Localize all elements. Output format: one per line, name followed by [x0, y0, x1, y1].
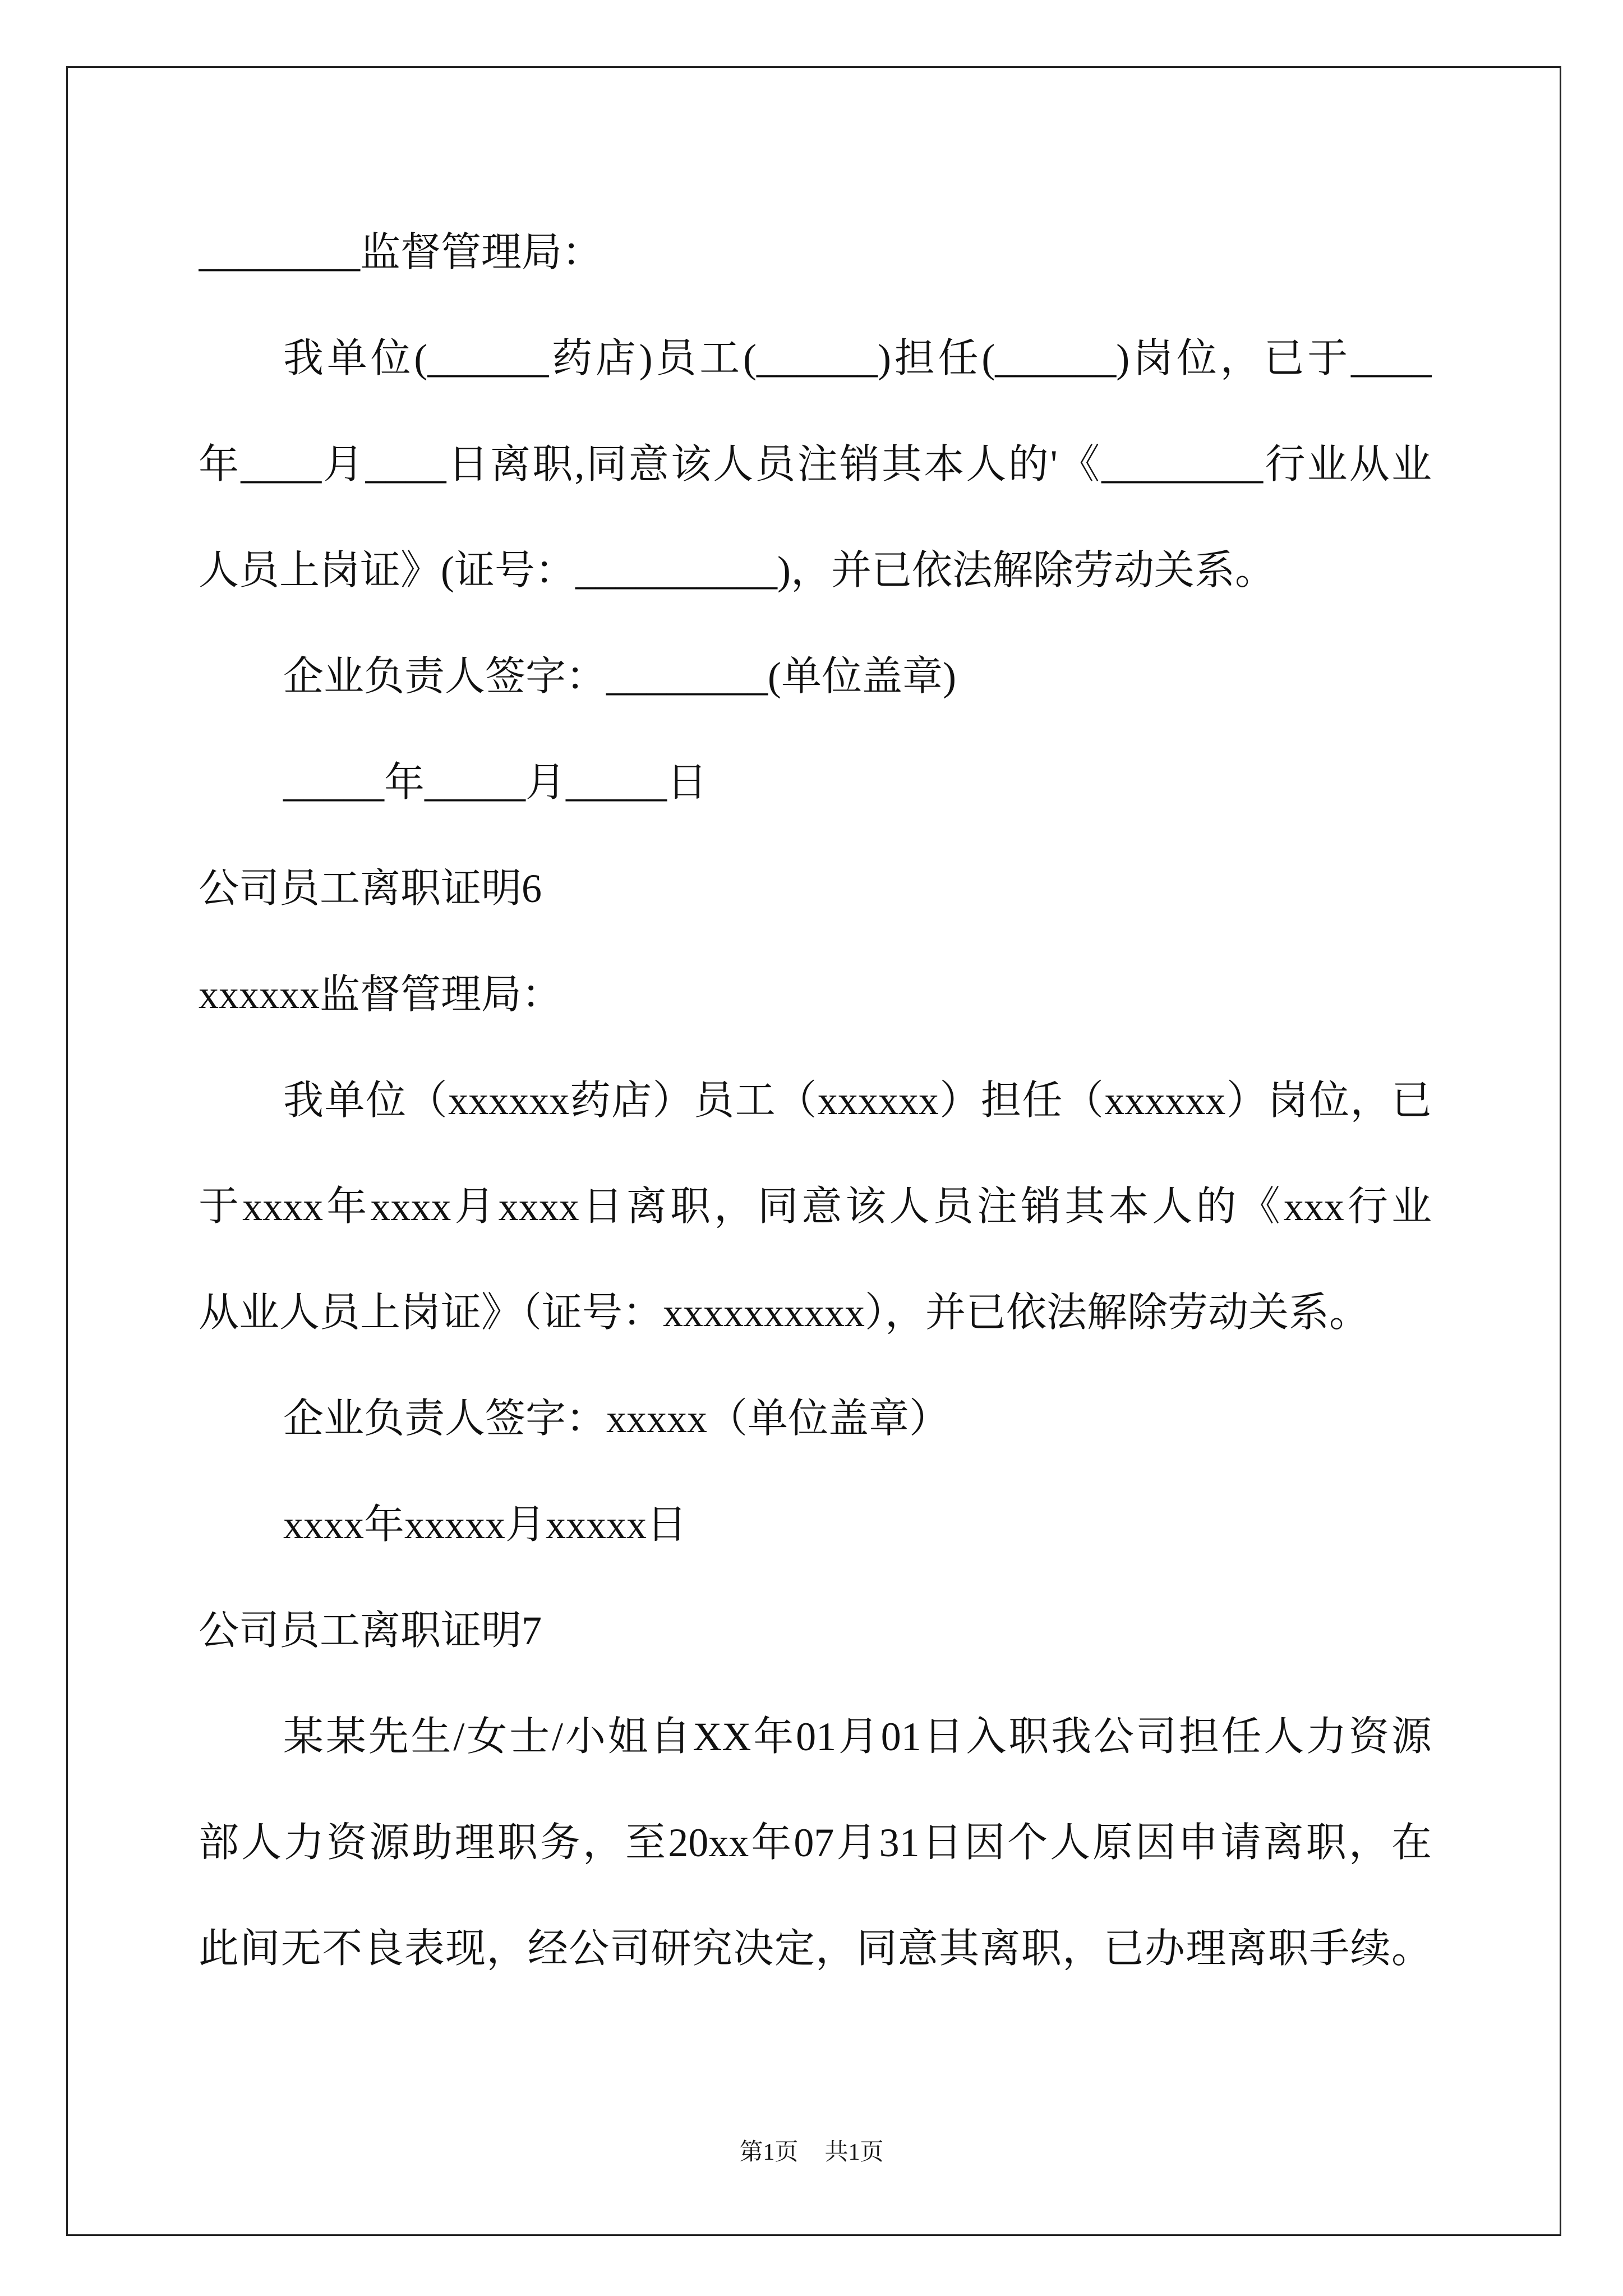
body-line: 某某先生/女士/小姐自XX年01月01日入职我公司担任人力资源 [283, 1714, 1432, 1759]
body-line: 我单位(______药店)员工(______)担任(______)岗位，已于____ [283, 336, 1432, 381]
signature-line: 企业负责人签字：________(单位盖章) [283, 654, 956, 699]
document-body [199, 200, 1432, 2002]
date-line: xxxx年xxxxx月xxxxx日 [283, 1502, 688, 1547]
addressee-line: xxxxxx监督管理局： [199, 972, 562, 1017]
body-line: 人员上岗证》(证号：__________)，并已依法解除劳动关系。 [199, 548, 1275, 593]
body-line: 部人力资源助理职务，至20xx年07月31日因个人原因申请离职，在 [199, 1820, 1432, 1865]
page-number-current: 第1页 [739, 2139, 799, 2165]
body-line: 于xxxx年xxxx月xxxx日离职，同意该人员注销其本人的《xxx行业 [199, 1184, 1432, 1229]
section-heading: 公司员工离职证明6 [199, 866, 542, 911]
body-line: 从业人员上岗证》（证号：xxxxxxxxxx），并已依法解除劳动关系。 [199, 1290, 1370, 1335]
page-footer [0, 2138, 1623, 2166]
body-line: 此间无不良表现，经公司研究决定，同意其离职，已办理离职手续。 [199, 1926, 1432, 1971]
body-line: 我单位（xxxxxx药店）员工（xxxxxx）担任（xxxxxx）岗位，已 [283, 1078, 1432, 1123]
date-line: _____年_____月_____日 [283, 760, 707, 805]
section-heading: 公司员工离职证明7 [199, 1608, 542, 1653]
signature-line: 企业负责人签字：xxxxx（单位盖章） [283, 1396, 950, 1441]
body-line: 年____月____日离职,同意该人员注销其本人的'《________行业从业 [199, 442, 1432, 487]
addressee-line: ________监督管理局： [199, 230, 603, 275]
page-number-total: 共1页 [824, 2139, 884, 2165]
